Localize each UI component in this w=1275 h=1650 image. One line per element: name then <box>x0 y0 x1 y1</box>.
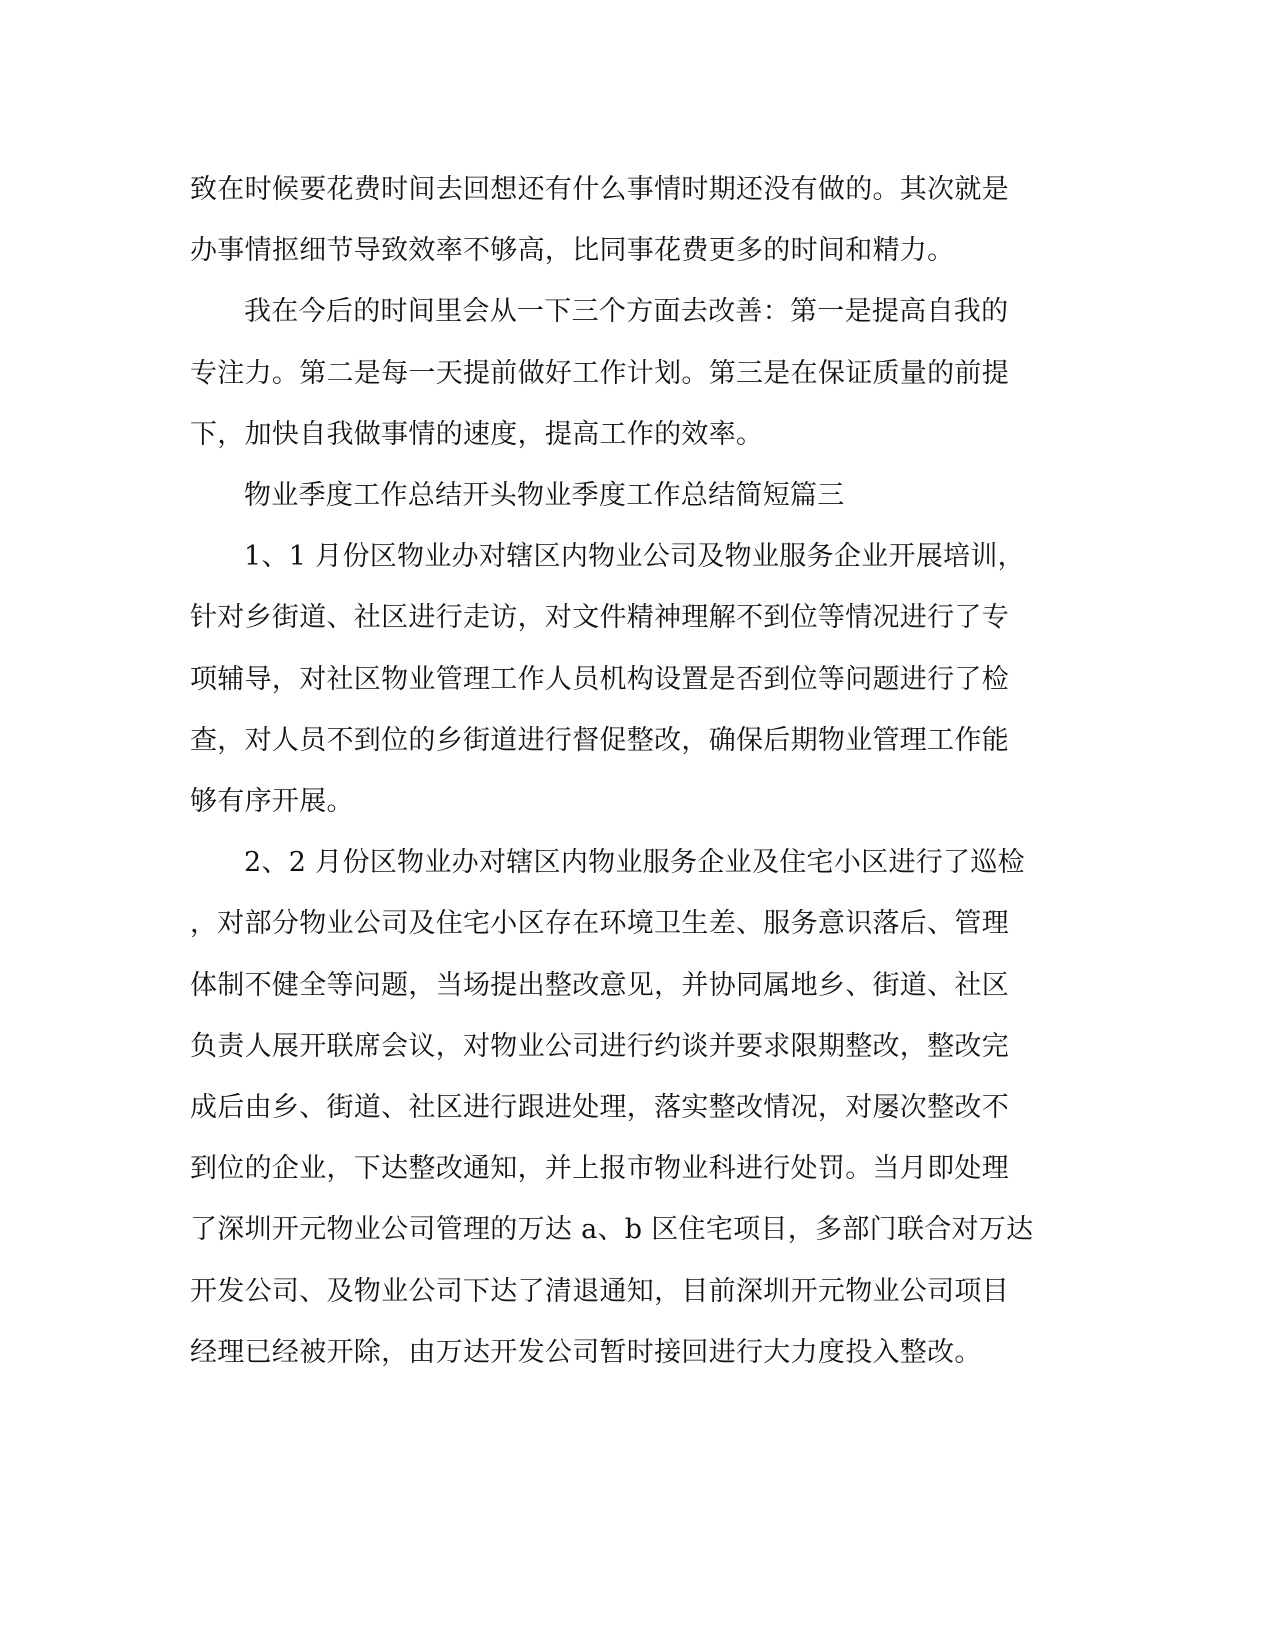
text-line: 致在时候要花费时间去回想还有什么事情时期还没有做的。其次就是 <box>190 174 1009 205</box>
paragraph-item-2 <box>190 832 1085 1383</box>
section-heading <box>190 465 1085 526</box>
text-line: 办事情抠细节导致效率不够高，比同事花费更多的时间和精力。 <box>190 235 955 267</box>
text-line: 专注力。第二是每一天提前做好工作计划。第三是在保证质量的前提 <box>190 357 1009 389</box>
text-line: 经理已经被开除，由万达开发公司暂时接回进行大力度投入整改。 <box>190 1336 982 1368</box>
text-line: 项辅导，对社区物业管理工作人员机构设置是否到位等问题进行了检 <box>190 663 1009 695</box>
text-line: 我在今后的时间里会从一下三个方面去改善：第一是提高自我的 <box>244 296 1009 328</box>
text-line: ，对部分物业公司及住宅小区存在环境卫生差、服务意识落后、管理 <box>190 908 1009 940</box>
text-line: 到位的企业，下达整改通知，并上报市物业科进行处罚。当月即处理 <box>190 1153 1009 1185</box>
text-line: 成后由乡、街道、社区进行跟进处理，落实整改情况，对屡次整改不 <box>190 1092 1009 1124</box>
text-line: 够有序开展。 <box>190 786 354 818</box>
text-line: 针对乡街道、社区进行走访，对文件精神理解不到位等情况进行了专 <box>190 602 1009 634</box>
text-line: 了深圳开元物业公司管理的万达 a、b 区住宅项目，多部门联合对万达 <box>190 1214 1034 1246</box>
text-line: 体制不健全等问题，当场提出整改意见，并协同属地乡、街道、社区 <box>190 969 1009 1001</box>
text-line: 2、2 月份区物业办对辖区内物业服务企业及住宅小区进行了巡检 <box>244 847 1025 879</box>
paragraph-2 <box>190 281 1085 465</box>
text-line: 负责人展开联席会议，对物业公司进行约谈并要求限期整改，整改完 <box>190 1030 1009 1062</box>
text-line: 下，加快自我做事情的速度，提高工作的效率。 <box>190 418 764 450</box>
text-line: 开发公司、及物业公司下达了清退通知，目前深圳开元物业公司项目 <box>190 1275 1009 1307</box>
text-line: 1、1 月份区物业办对辖区内物业公司及物业服务企业开展培训， <box>244 541 1025 573</box>
paragraph-1 <box>190 159 1085 281</box>
document-body <box>190 159 1085 1383</box>
text-line: 查，对人员不到位的乡街道进行督促整改，确保后期物业管理工作能 <box>190 724 1009 756</box>
paragraph-item-1 <box>190 526 1085 832</box>
text-line: 物业季度工作总结开头物业季度工作总结简短篇三 <box>244 480 845 512</box>
